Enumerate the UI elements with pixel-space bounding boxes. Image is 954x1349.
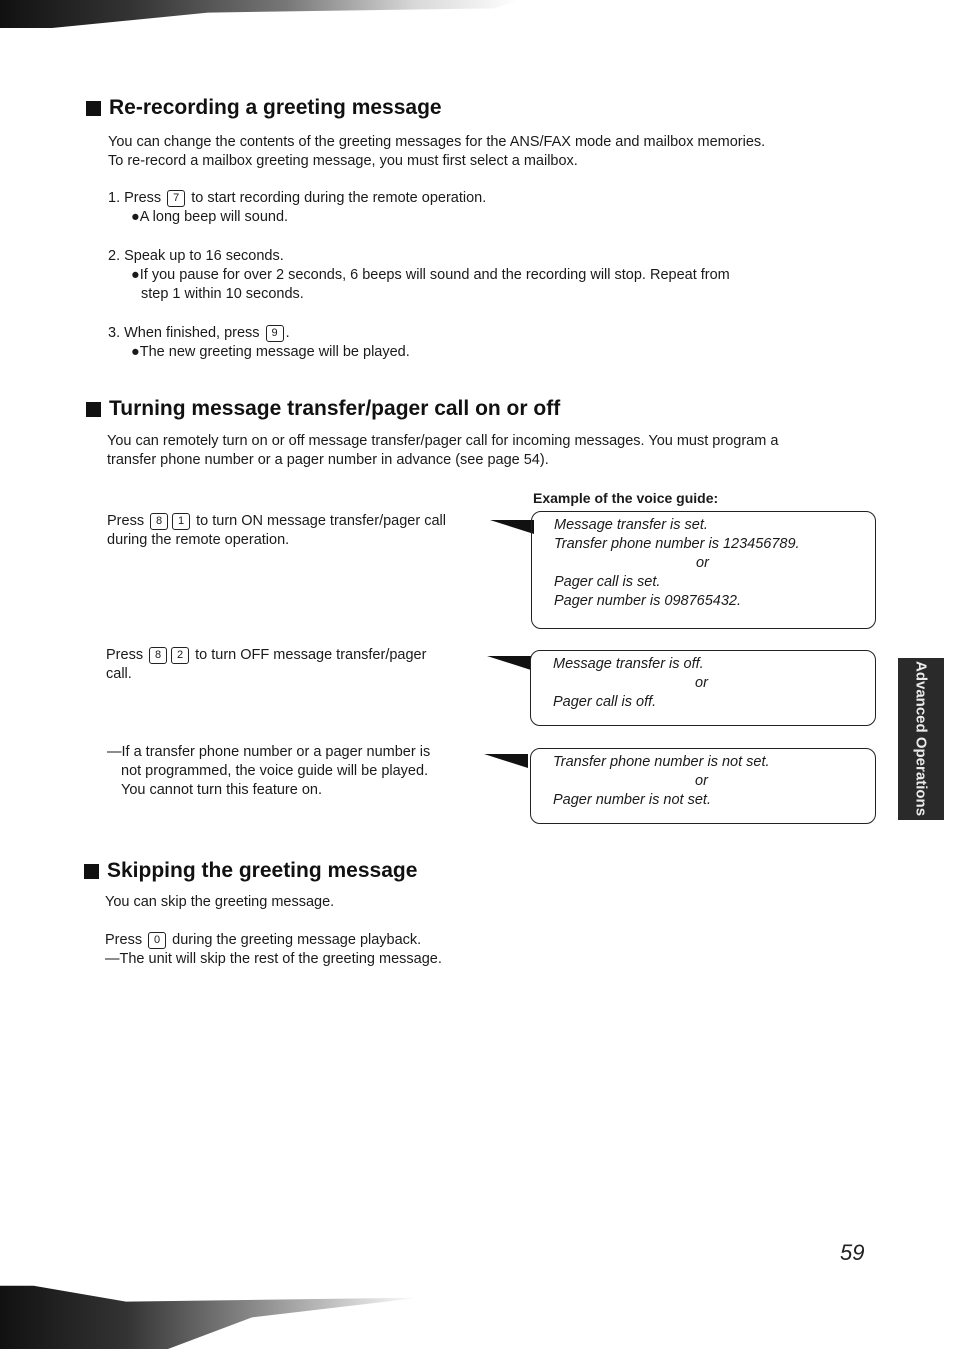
rerecord-step3 [108,324,410,362]
square-bullet-icon [86,402,101,417]
off-suffix-line1: to turn OFF message transfer/pager [195,647,427,663]
rerecord-step2 [108,247,730,304]
scan-edge-top [0,0,520,28]
off-suffix-line2: call. [106,666,132,682]
note-line1: —If a transfer phone number or a pager number is [107,744,431,760]
transfer-intro [107,432,778,470]
step1-note: ●A long beep will sound. [131,209,289,225]
step3-suffix: . [285,325,290,341]
box3-line2: Pager number is not set. [553,792,711,808]
example-label: Example of the voice guide: [533,490,719,506]
transfer-note [107,743,430,800]
heading-skip [84,859,417,883]
key-0: 0 [148,932,166,949]
box2-line1: Message transfer is off. [553,656,704,672]
key-8: 8 [149,647,167,664]
rerecord-step1 [108,189,486,227]
heading-rerecord-text: Re-recording a greeting message [109,96,442,119]
on-suffix-line2: during the remote operation. [107,532,290,548]
on-suffix-line1: to turn ON message transfer/pager call [196,513,446,529]
rerecord-intro [108,133,765,171]
box1-line4: Pager number is 098765432. [554,593,742,609]
key-7: 7 [167,190,185,207]
pointer-arrow-icon [490,520,534,548]
step3-prefix: 3. When finished, press [108,325,260,341]
skip-suffix: during the greeting message playback. [172,932,422,948]
square-bullet-icon [86,101,101,116]
on-prefix: Press [107,513,145,529]
box1-or: or [696,555,709,571]
note-line2: not programmed, the voice guide will be played. [121,763,429,779]
transfer-intro-line1: You can remotely turn on or off message transfer/pager call for incoming messages. You must program a [107,433,779,449]
note-line3: You cannot turn this feature on. [121,782,322,798]
voice-guide-box-not-set [530,748,876,824]
box3-or: or [695,773,708,789]
rerecord-intro-line1: You can change the contents of the greeting messages for the ANS/FAX mode and mailbox memories. [108,134,766,150]
voice-guide-box-on [531,511,876,629]
step2-text: 2. Speak up to 16 seconds. [108,248,284,264]
box2-or: or [695,675,708,691]
box1-line3: Pager call is set. [554,574,661,590]
key-2: 2 [171,647,189,664]
transfer-intro-line2: transfer phone number or a pager number in advance (see page 54). [107,452,549,468]
voice-guide-box-off [530,650,876,726]
box1-line1: Message transfer is set. [554,517,708,533]
skip-instruction [105,931,442,969]
step2-note-line2: step 1 within 10 seconds. [141,286,304,302]
box3-line1: Transfer phone number is not set. [553,754,770,770]
box2-line2: Pager call is off. [553,694,657,710]
side-tab-advanced-operations: Advanced Operations [898,658,944,820]
key-8: 8 [150,513,168,530]
square-bullet-icon [84,864,99,879]
skip-prefix: Press [105,932,143,948]
key-1: 1 [172,513,190,530]
pointer-arrow-icon [487,656,531,684]
transfer-on-instruction [107,512,446,550]
heading-transfer [86,397,560,421]
pointer-arrow-icon [484,754,528,782]
page-number: 59 [840,1240,865,1265]
step1-suffix: to start recording during the remote operation. [191,190,487,206]
rerecord-intro-line2: To re-record a mailbox greeting message, you must first select a mailbox. [108,153,578,169]
step3-note: ●The new greeting message will be played. [131,344,410,360]
step2-note-line1: ●If you pause for over 2 seconds, 6 beeps will sound and the recording will stop. Repeat from [131,267,730,283]
skip-intro: You can skip the greeting message. [105,894,335,910]
scan-edge-bottom [0,1270,420,1349]
step1-prefix: 1. Press [108,190,162,206]
heading-transfer-text: Turning message transfer/pager call on or off [109,397,561,420]
off-prefix: Press [106,647,144,663]
key-9: 9 [266,325,284,342]
heading-skip-text: Skipping the greeting message [107,859,418,882]
transfer-off-instruction [106,646,426,684]
skip-note: —The unit will skip the rest of the greeting message. [105,951,442,967]
heading-rerecord [86,96,442,120]
box1-line2: Transfer phone number is 123456789. [554,536,800,552]
